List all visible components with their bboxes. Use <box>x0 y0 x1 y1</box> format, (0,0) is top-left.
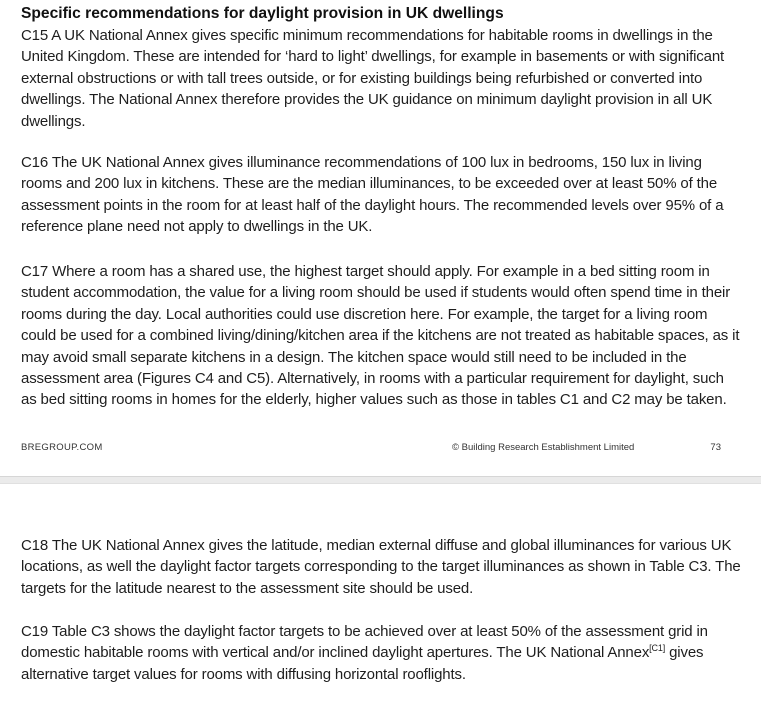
footer-site: BREGROUP.COM <box>21 442 103 453</box>
paragraph-c19 <box>21 621 741 685</box>
section-heading: Specific recommendations for daylight provision in UK dwellings <box>21 5 504 22</box>
reference-c1-link[interactable]: [C1] <box>649 643 666 654</box>
footer-copyright: © Building Research Establishment Limited <box>452 442 635 453</box>
paragraph-c18: C18 The UK National Annex gives the latitude, median external diffuse and global illuminances for various UK locations, as well the daylight factor targets corresponding to the target illuminances as shown in Table C3. The targets for the latitude nearest to the assessment site should be used. <box>21 537 741 597</box>
paragraph-c15: C15 A UK National Annex gives specific minimum recommendations for habitable rooms in dwellings in the United Kingdom. These are intended for ‘hard to light’ dwellings, for example in basements or with significant external obstructions or with tall trees outside, or for existing buildings being refurbished or converted into dwellings. The National Annex therefore provides the UK guidance on minimum daylight provision in all UK dwellings. <box>21 27 725 130</box>
paragraph-c17: C17 Where a room has a shared use, the highest target should apply. For example in a bed sitting room in student accommodation, the value for a living room should be used if students would often spend time in their rooms during the day. Local authorities could use discretion here. For example, the target for a living room could be used for a combined living/dining/kitchen area if the kitchens are not treated as habitable spaces, as it may avoid small separate kitchens in a design. The kitchen space would still need to be included in the assessment area (Figures C4 and C5). Alternatively, in rooms with a particular requirement for daylight, such as bed sitting rooms in homes for the elderly, higher values such as those in tables C1 and C2 may be taken. <box>21 263 740 409</box>
footer-page-number: 73 <box>710 442 721 453</box>
paragraph-c19-text-end: gives alternative target values for rooms with diffusing horizontal rooflights. <box>21 644 704 683</box>
paragraph-c16: C16 The UK National Annex gives illuminance recommendations of 100 lux in bedrooms, 150 lux in living rooms and 200 lux in kitchens. These are the median illuminances, to be exceeded over at least 50% of the assessment points in the room for at least half of the daylight hours. The recommended levels over 95% of a reference plane need not apply to dwellings in the UK. <box>21 154 724 236</box>
page-separator <box>0 476 761 484</box>
paragraph-c19-text: C19 Table C3 shows the daylight factor targets to be achieved over at least 50% of the assessment grid in domestic habitable rooms with vertical and/or inclined daylight apertures. The UK National Annex <box>21 623 708 662</box>
